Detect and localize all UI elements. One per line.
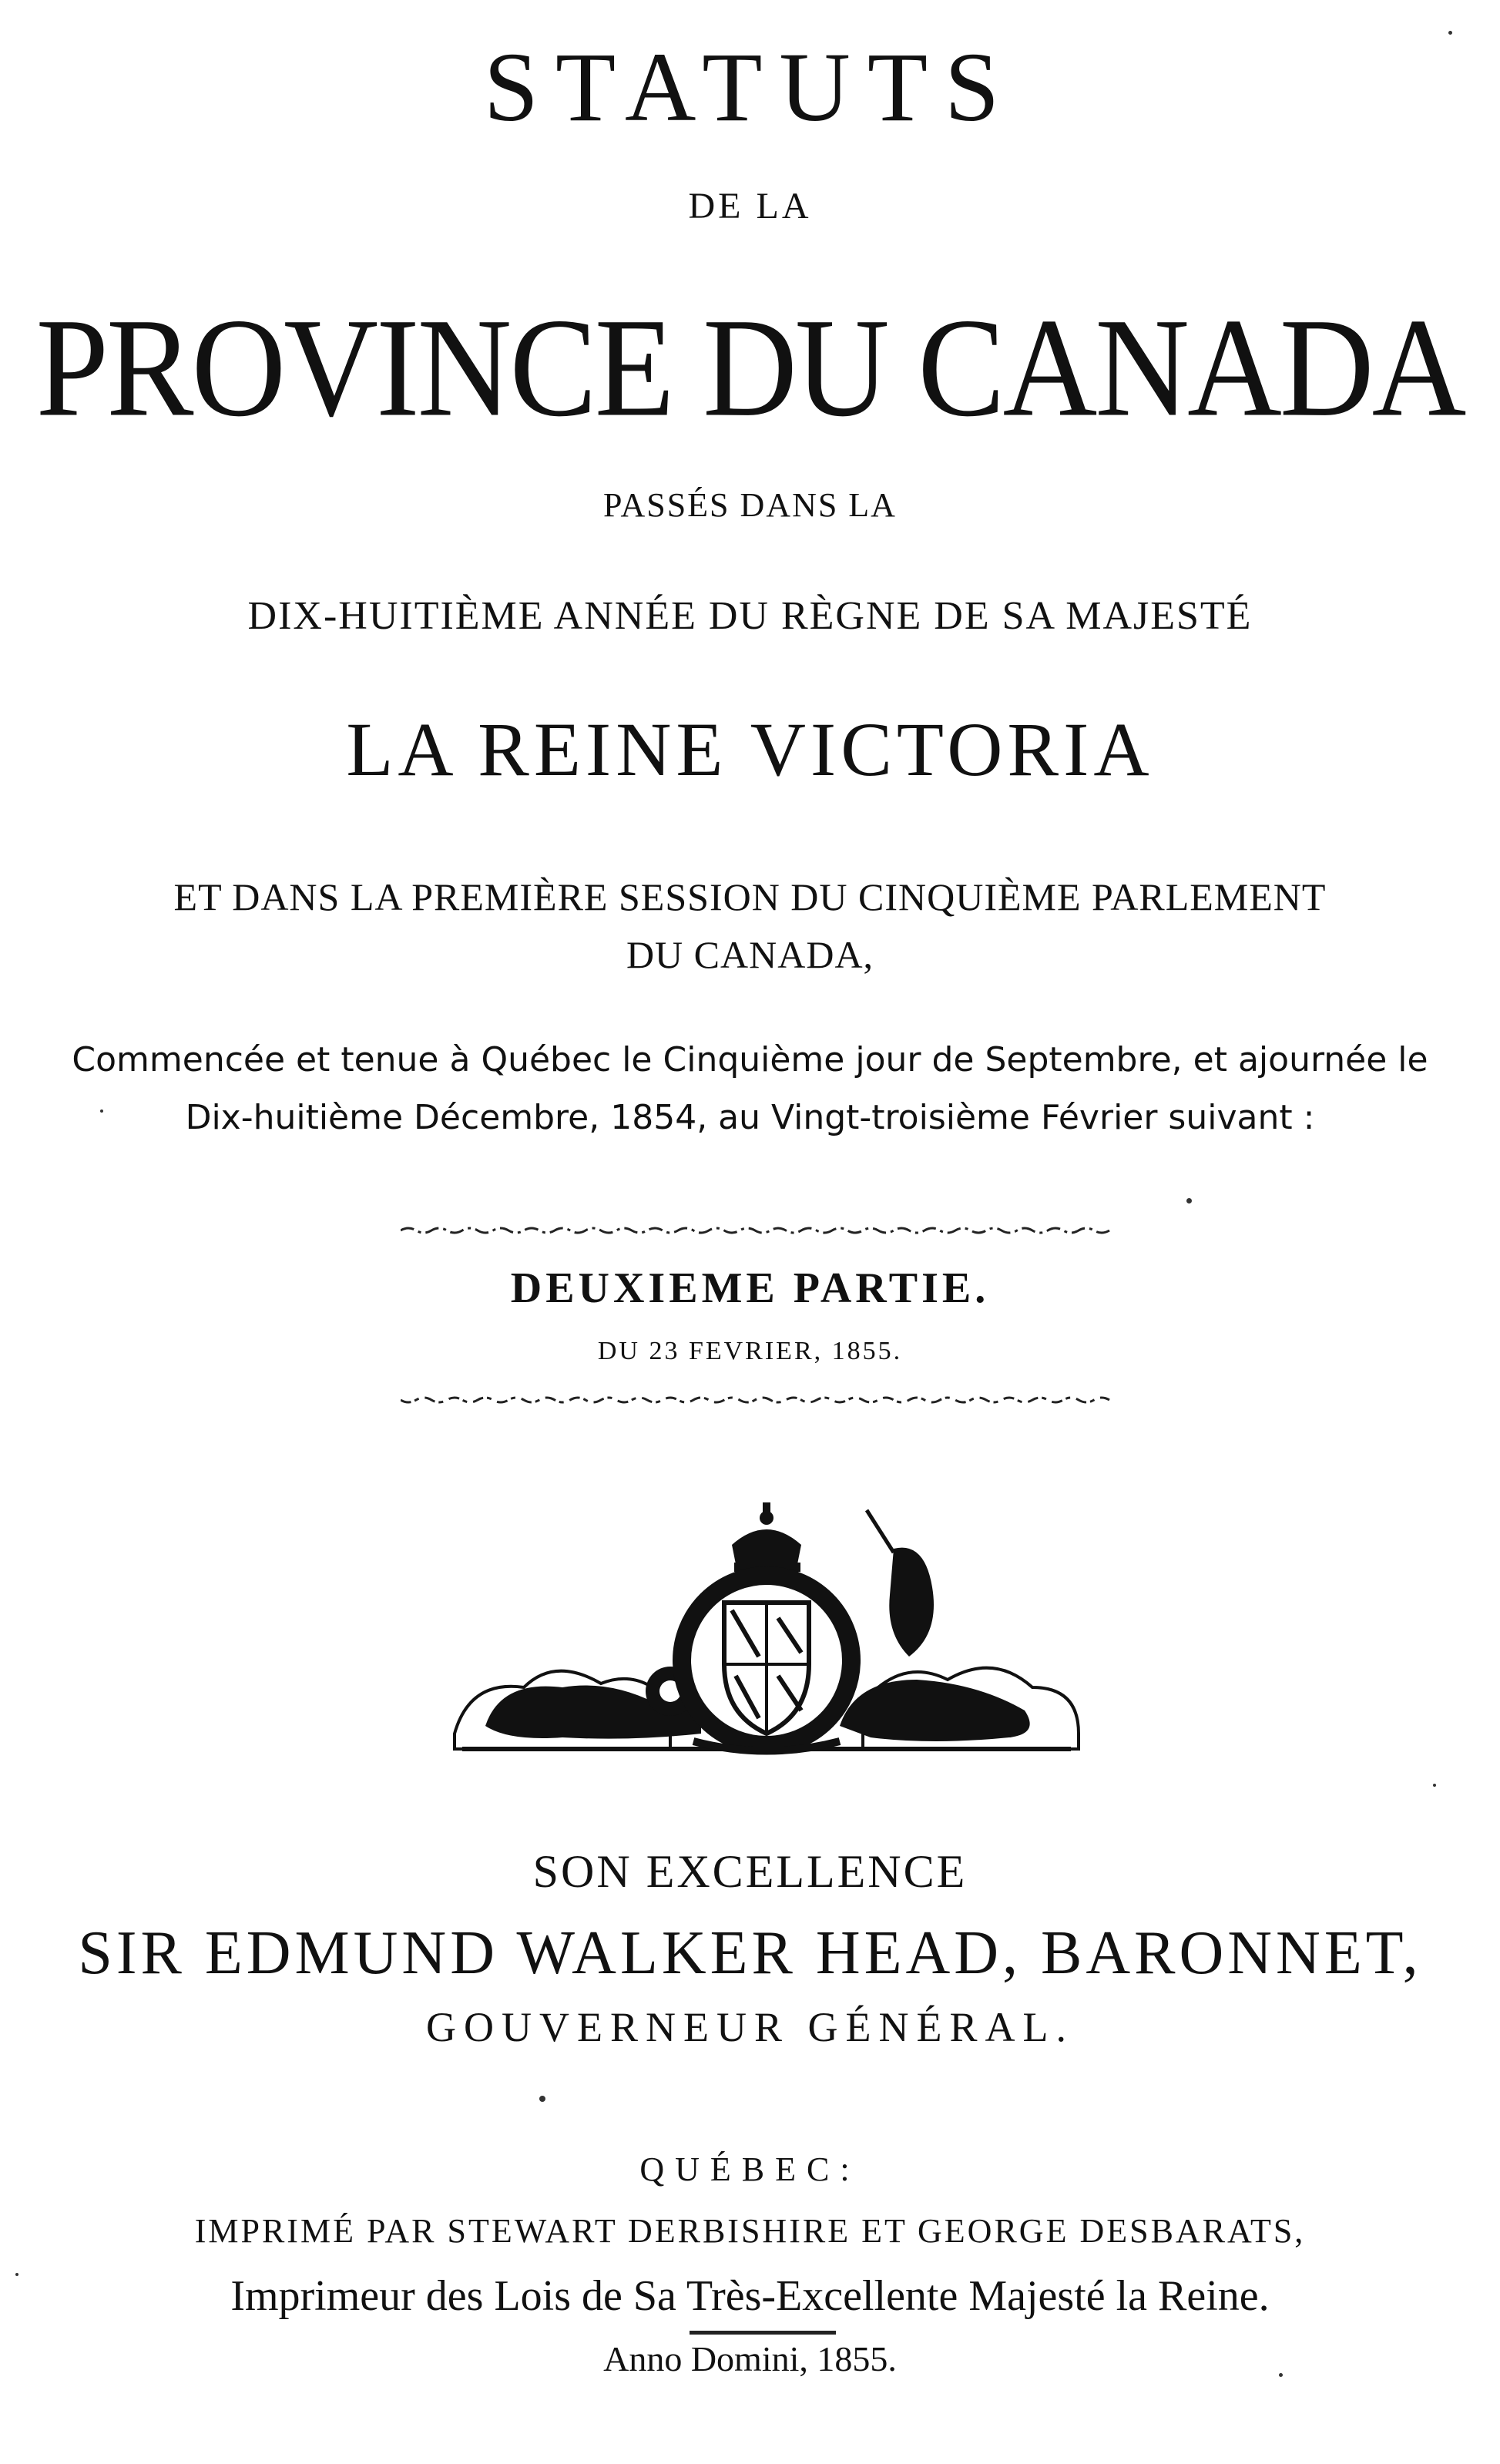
scan-speck xyxy=(100,1109,103,1113)
short-rule xyxy=(690,2331,836,2335)
printer-title: Imprimeur des Lois de Sa Très-Excellente Majesté la Reine. xyxy=(230,2272,1270,2320)
scan-speck xyxy=(1279,2373,1283,2377)
ornamental-rule-top xyxy=(401,1225,1117,1236)
du-canada-line: DU CANADA, xyxy=(626,933,874,976)
page-title: STATUTS xyxy=(483,32,1017,142)
ornamental-rule-bottom xyxy=(401,1395,1117,1405)
passes-line: PASSÉS DANS LA xyxy=(603,486,897,524)
scan-speck xyxy=(15,2273,18,2276)
province-heading: PROVINCE DU CANADA xyxy=(35,289,1465,446)
commencement-line: Commencée et tenue à Québec le Cinquième jour de Septembre, et ajournée le xyxy=(72,1040,1428,1079)
royal-coat-of-arms-icon xyxy=(439,1502,1094,1764)
scan-speck xyxy=(1448,31,1452,35)
imprint-place: QUÉBEC: xyxy=(639,2150,861,2188)
queen-heading: LA REINE VICTORIA xyxy=(346,707,1154,792)
excellency-line: SON EXCELLENCE xyxy=(532,1846,968,1897)
regnal-year-line: DIX-HUITIÈME ANNÉE DU RÈGNE DE SA MAJESTÉ xyxy=(247,594,1253,638)
session-line: ET DANS LA PREMIÈRE SESSION DU CINQUIÈME PARLEMENT xyxy=(173,875,1327,918)
subtitle-de-la: DE LA xyxy=(688,186,812,227)
part-heading: DEUXIEME PARTIE. xyxy=(510,1264,990,1312)
adjournment-line: Dix-huitième Décembre, 1854, au Vingt-troisième Février suivant : xyxy=(185,1098,1315,1137)
governor-name: SIR EDMUND WALKER HEAD, BARONNET, xyxy=(78,1919,1422,1987)
governor-title: GOUVERNEUR GÉNÉRAL. xyxy=(426,2004,1074,2050)
scan-speck xyxy=(1186,1198,1192,1203)
scan-speck xyxy=(539,2096,545,2102)
imprint-year: Anno Domini, 1855. xyxy=(603,2339,897,2378)
printer-line: IMPRIMÉ PAR STEWART DERBISHIRE ET GEORGE DESBARATS, xyxy=(194,2212,1306,2250)
scan-speck xyxy=(1433,1784,1436,1787)
part-date: DU 23 FEVRIER, 1855. xyxy=(597,1337,903,1365)
